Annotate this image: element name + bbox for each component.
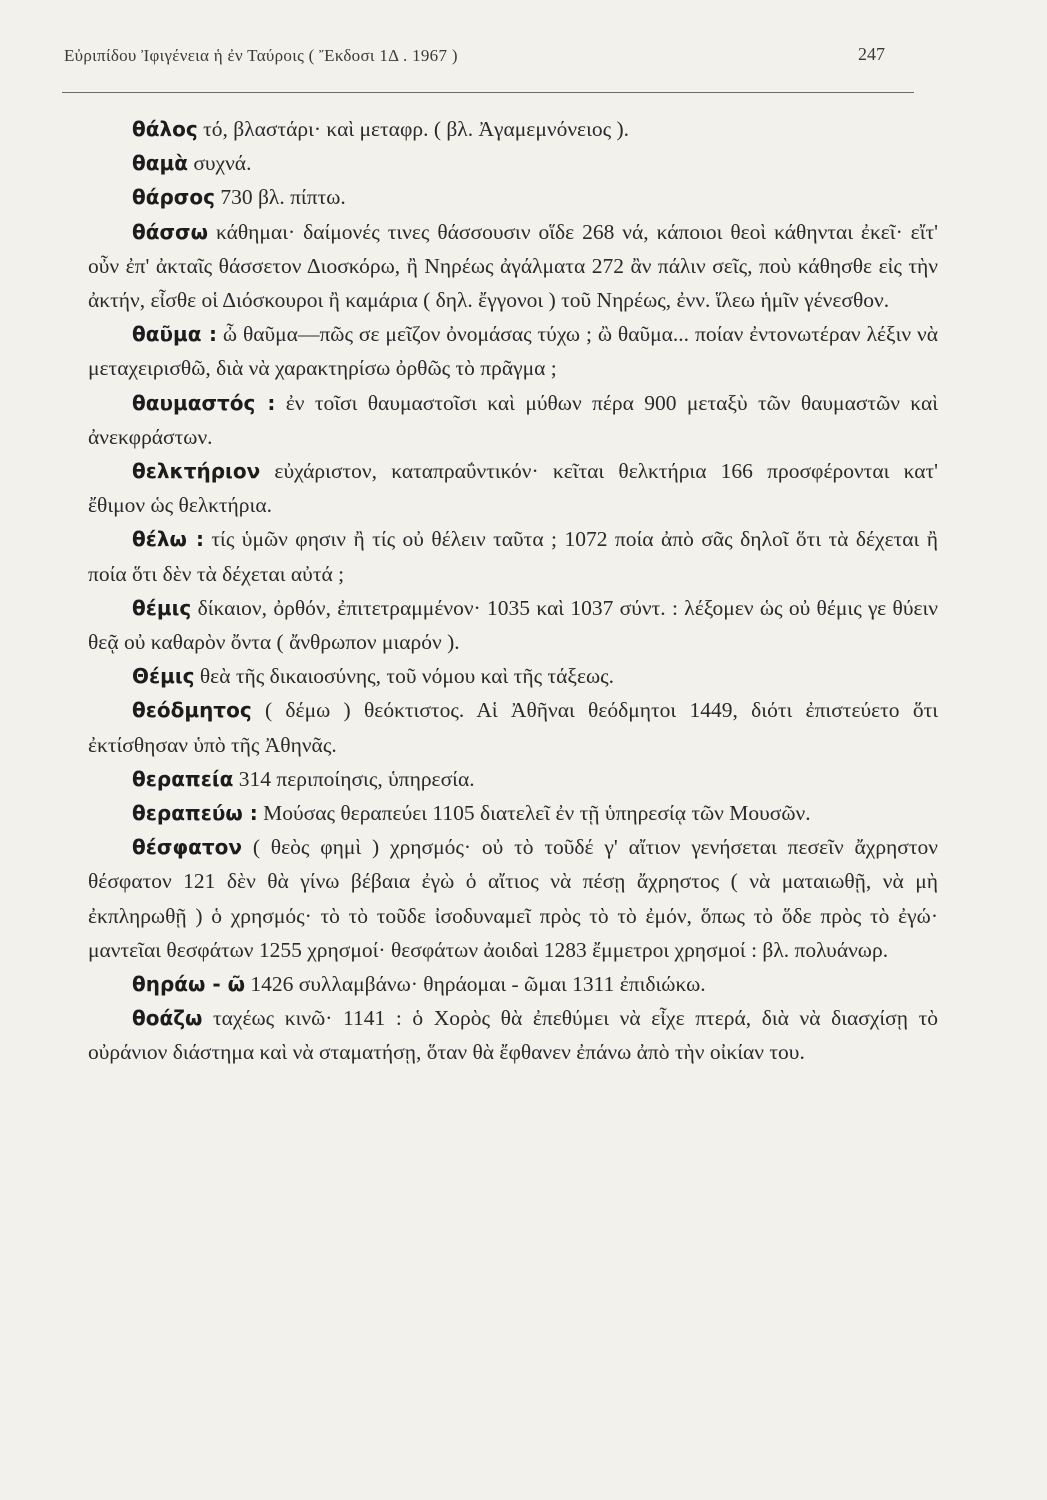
headword: θεραπεύω :: [132, 801, 258, 826]
headword: θελκτήριον: [132, 459, 261, 484]
page-number: 247: [858, 44, 885, 64]
definition: 314 περιποίησις, ὑπηρεσία.: [238, 766, 475, 791]
headword: θέλω :: [132, 527, 204, 552]
definition: 730 βλ. πίπτω.: [220, 185, 346, 210]
entry-thesphaton: [88, 830, 938, 967]
definition: ( δέμω ) θεόκτιστος. Αἱ Ἀθῆναι θεόδμητοι 1449, διότι ἐπιστεύετο ὅτι ἐκτίσθησαν ὑπὸ τῆς Ἀθηνᾶς.: [88, 698, 938, 757]
definition: Μούσας θεραπεύει 1105 διατελεῖ ἐν τῇ ὑπηρεσίᾳ τῶν Μουσῶν.: [263, 801, 811, 826]
entry-thasso: [88, 215, 938, 318]
entry-themis: [88, 591, 938, 659]
entry-therapeia: [88, 762, 938, 796]
definition: ταχέως κινῶ· 1141 : ὁ Χορὸς θὰ ἐπεθύμει νὰ εἶχε πτερά, διὰ νὰ διασχίσῃ τὸ οὐράνιον διάστημα καὶ νὰ σταματήσῃ, ὅταν θὰ ἔφθανεν ἐπάνω ἀπὸ τὴν οἰκίαν του.: [88, 1006, 938, 1065]
headword: θεόδμητος: [132, 698, 252, 723]
headword: θάρσος: [132, 185, 215, 210]
definition: ( θεὸς φημὶ ) χρησμός· οὐ τὸ τοῦδέ γ' αἴτιον γενήσεται πεσεῖν ἄχρηστον θέσφατον 121 δὲν θὰ γίνω βέβαια ἐγὼ ὁ αἴτιος νὰ πέσῃ ἄχρηστος ( νὰ ματαιωθῇ, νὰ μὴ ἐκπληρωθῇ ) ὁ χρησμός· τὸ τὸ τοῦδε ἰσοδυναμεῖ πρὸς τὸ τὸ ἐμόν, ὅπως τὸ ὅδε πρὸς τὸ ἐγώ· μαντεῖαι θεσφάτων 1255 χρησμοί· θεσφάτων ἀοιδαὶ 1283 ἔμμετροι χρησμοί : βλ. πολυάνωρ.: [88, 835, 938, 962]
entry-thelo: [88, 522, 938, 590]
definition: κάθημαι· δαίμονές τινες θάσσουσιν οἵδε 268 νά, κάποιοι θεοὶ κάθηνται ἐκεῖ· εἴτ' οὖν ἐπ' ἀκταῖς θάσσετον Διοσκόρω, ἢ Νηρέως ἀγάλματα 272 ἂν πάλιν σεῖς, ποὺ κάθησθε εἰς τὴν ἀκτήν, εἶσθε οἱ Διόσκουροι ἢ καμάρια ( δηλ. ἔγγονοι ) τοῦ Νηρέως, ἐνν. ἵλεω ἡμῖν γένεσθον.: [88, 219, 938, 313]
entry-thama: [88, 146, 938, 180]
entry-theodmetos: [88, 693, 938, 761]
entry-thelkterion: [88, 454, 938, 522]
running-head: Εὐριπίδου Ἰφιγένεια ἡ ἐν Ταύροις ( Ἔκδοσι 1Δ . 1967 ): [64, 46, 458, 65]
headword: Θέμις: [132, 664, 195, 689]
headword: θέμις: [132, 595, 192, 620]
definition: θεὰ τῆς δικαιοσύνης, τοῦ νόμου καὶ τῆς τάξεως.: [199, 664, 615, 689]
definition: 1426 συλλαμβάνω· θηράομαι - ῶμαι 1311 ἐπιδιώκω.: [250, 972, 706, 997]
entry-themis-goddess: [88, 659, 938, 693]
header-rule: [62, 92, 914, 93]
definition: συχνά.: [193, 151, 252, 176]
glossary-body: [88, 112, 938, 1070]
definition: τό, βλαστάρι· καὶ μεταφρ. ( βλ. Ἀγαμεμνόνειος ).: [203, 117, 630, 141]
definition: ὦ θαῦμα—πῶς σε μεῖζον ὀνομάσας τύχω ; ὢ θαῦμα... ποίαν ἐντονωτέραν λέξιν νὰ μεταχειρισθῶ, διὰ νὰ χαρακτηρίσω ὀρθῶς τὸ πρᾶγμα ;: [88, 322, 939, 381]
definition: εὐχάριστον, καταπραΰντικόν· κεῖται θελκτήρια 166 προσφέρονται κατ' ἔθιμον ὡς θελκτήρια.: [88, 459, 938, 518]
definition: τίς ὑμῶν φησιν ἢ τίς οὐ θέλειν ταῦτα ; 1072 ποία ἀπὸ σᾶς δηλοῖ ὅτι τὰ δέχεται ἢ ποία ὅτι δὲν τὰ δέχεται αὐτά ;: [88, 527, 939, 586]
headword: θηράω - ῶ: [132, 972, 246, 997]
headword: θαυμαστός :: [132, 390, 276, 415]
definition: ἐν τοῖσι θαυμαστοῖσι καὶ μύθων πέρα 900 μεταξὺ τῶν θαυμαστῶν καὶ ἀνεκφράστων.: [88, 390, 939, 449]
headword: θάσσω: [132, 219, 209, 244]
entry-tharsos: [88, 180, 938, 214]
headword: θαμὰ: [132, 151, 188, 176]
headword: θοάζω: [132, 1006, 203, 1031]
entry-therapeuo: [88, 796, 938, 830]
headword: θαῦμα :: [132, 322, 217, 347]
entry-thauma: [88, 317, 938, 385]
headword: θάλος: [132, 117, 198, 141]
definition: δίκαιον, ὀρθόν, ἐπιτετραμμένον· 1035 καὶ 1037 σύντ. : λέξομεν ὡς οὐ θέμις γε θύειν θεᾷ οὐ καθαρὸν ὄντα ( ἄνθρωπον μιαρόν ).: [88, 595, 938, 655]
entry-therao: [88, 967, 938, 1001]
entry-thaumastos: [88, 386, 938, 454]
headword: θεραπεία: [132, 766, 234, 791]
headword: θέσφατον: [132, 835, 242, 860]
entry-thoazo: [88, 1001, 938, 1069]
entry-thalos: [88, 112, 938, 146]
